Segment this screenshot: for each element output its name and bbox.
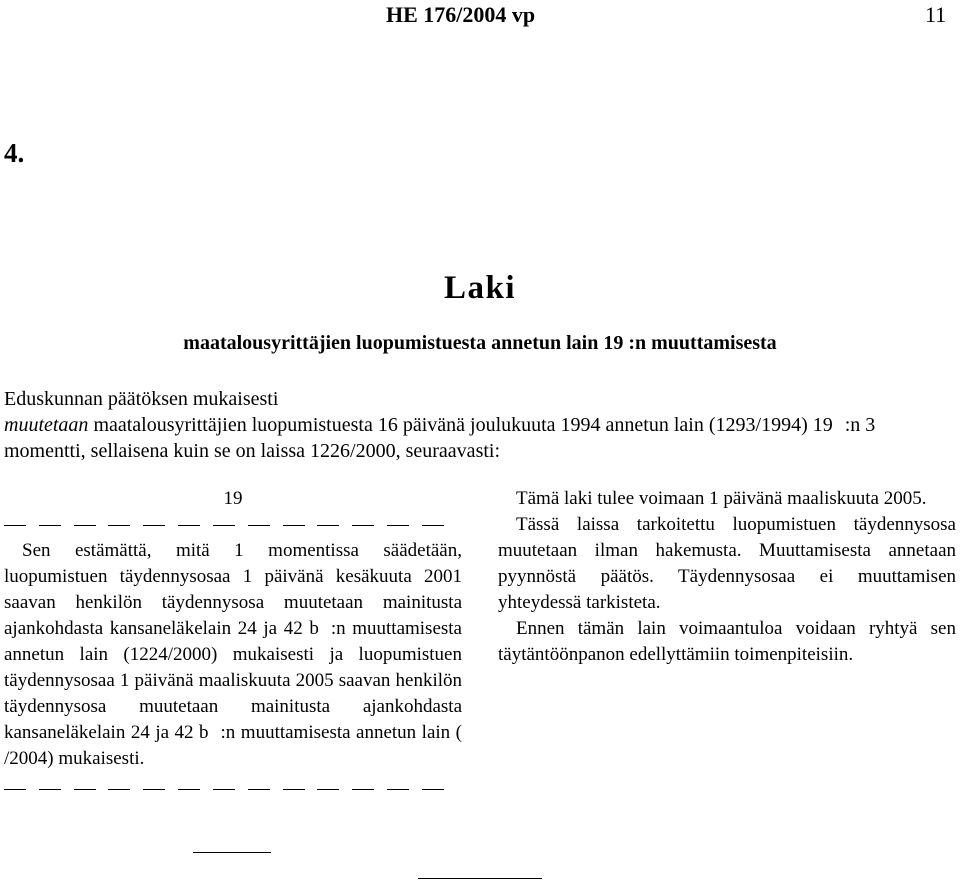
amendment-text: maatalousyrittäjien luopumistuesta 16 päivänä joulukuuta 1994 annetun lain (1293/1994) 19 [88,414,833,436]
end-rule-long [418,878,542,879]
section-number: 4. [4,138,25,168]
right-column [498,486,956,668]
entry-into-force: Tämä laki tulee voimaan 1 päivänä maaliskuuta 2005. [516,488,927,509]
conversion-provision: Tässä laissa tarkoitettu luopumistuen täydennysosa muutetaan ilman hakemusta. Muuttamisesta annetaan pyynnöstä päätös. Täydennysosaa ei muuttamisen yhteydessä tarkisteta. [498,514,956,613]
law-title: maatalousyrittäjien luopumistuesta annetun lain 19 :n muuttamisesta [183,332,777,354]
omission-dashes-top [4,512,462,538]
document-ref: HE 176/2004 vp [386,2,536,27]
section-paragraph: Sen estämättä, mitä 1 momentissa säädetään, luopumistuen täydennysosaa 1 päivänä kesäkuuta 2001 saavan henkilön täydennysosa muutetaan mainitusta ajankohdasta kansaneläkelain 24 ja 42 b :n muuttamisesta annetun lain (1224/2000) mukaisesti ja luopumistuen täydennysosaa 1 päivänä maaliskuuta 2005 saavan henkilön täydennysosa muutetaan mainitusta ajankohdasta kansaneläkelain 24 ja 42 b :n muuttamisesta annetun lain ( /2004) mukaisesti. [4,540,462,769]
amendment-verb: muutetaan [4,414,89,436]
left-column [4,486,462,802]
end-rule-short [193,852,271,853]
omission-dashes-bottom [4,776,444,802]
preamble [4,386,958,464]
law-heading: Laki [443,270,517,306]
preparatory-measures: Ennen tämän lain voimaantuloa voidaan ryhtyä sen täytäntöönpanon edellyttämiin toimenpiteisiin. [498,618,956,665]
page-number: 11 [925,2,947,27]
amendment-clause [4,412,958,464]
amendment-text-cont: :n 3 momentti, sellaisena kuin se on laissa 1226/2000, seuraavasti: [4,414,876,462]
enactment-clause: Eduskunnan päätöksen mukaisesti [4,388,279,410]
section-heading: 19 [223,488,243,509]
